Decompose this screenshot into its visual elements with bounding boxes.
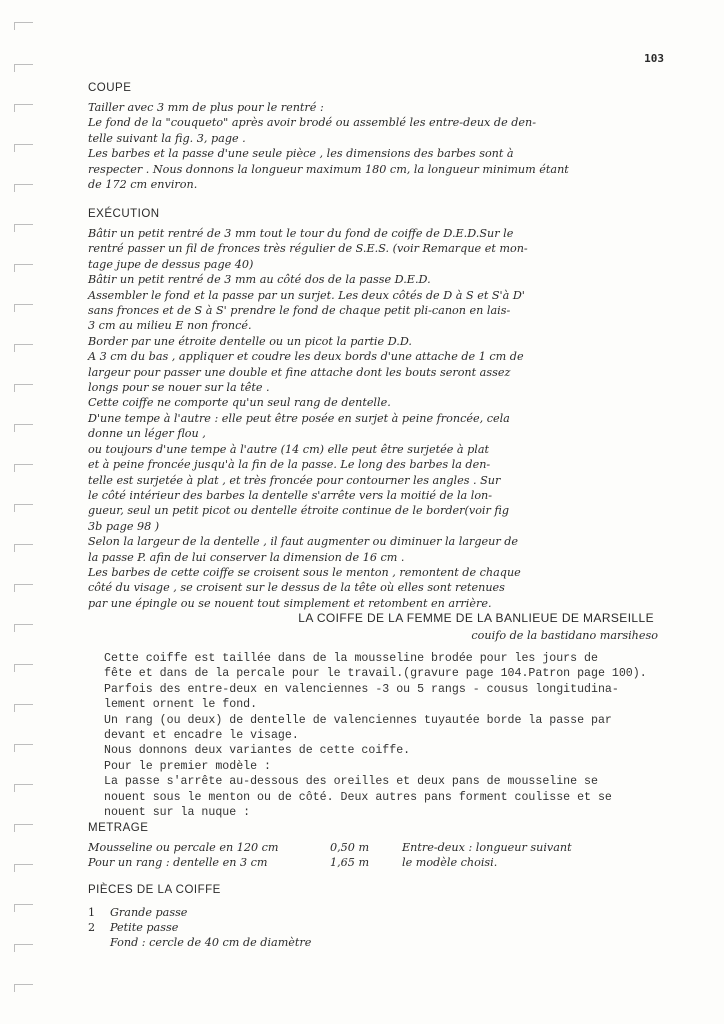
binder-hole-mark xyxy=(14,22,33,30)
piece-item xyxy=(88,935,311,950)
binder-hole-mark xyxy=(14,624,33,632)
binder-hole-mark xyxy=(14,544,33,552)
metrage-note: Entre-deux : longueur suivant xyxy=(402,841,572,854)
piece-number: 2 xyxy=(88,921,96,934)
binder-hole-mark xyxy=(14,104,33,112)
binder-hole-mark xyxy=(14,264,33,272)
execution-line: tage jupe de dessus page 40) xyxy=(88,257,254,271)
execution-line: côté du visage , se croisent sur le dessus de la tête où elles sont retenues xyxy=(88,581,505,595)
execution-line: et à peine froncée jusqu'à la fin de la passe. Le long des barbes la den- xyxy=(88,458,491,472)
typed-line: nouent sous le menton ou de côté. Deux autres pans forment coulisse et se xyxy=(104,790,612,804)
binder-hole-mark xyxy=(14,744,33,752)
execution-line: Bâtir un petit rentré de 3 mm au côté dos de la passe D.E.D. xyxy=(88,273,431,287)
execution-line: gueur, seul un petit picot ou dentelle étroite continue de le border(voir fig xyxy=(88,504,510,518)
piece-label: Grande passe xyxy=(110,906,188,919)
metrage-qty: 1,65 m xyxy=(330,856,370,869)
coupe-line: de 172 cm environ. xyxy=(88,178,198,192)
execution-line: D'une tempe à l'autre : elle peut être posée en surjet à peine froncée, cela xyxy=(88,411,510,425)
piece-label: Petite passe xyxy=(110,921,179,934)
execution-line: sans fronces et de S à S' prendre le fond de chaque petit pli-canon en lais- xyxy=(88,304,511,318)
typed-line: nouent sur la nuque : xyxy=(104,806,251,820)
execution-line: ou toujours d'une tempe à l'autre (14 cm) elle peut être surjetée à plat xyxy=(88,442,490,456)
execution-line: Cette coiffe ne comporte qu'un seul rang de dentelle. xyxy=(88,396,391,410)
typed-line: La passe s'arrête au-dessous des oreilles et deux pans de mousseline se xyxy=(104,775,598,789)
binder-hole-mark xyxy=(14,504,33,512)
execution-line: A 3 cm du bas , appliquer et coudre les deux bords d'une attache de 1 cm de xyxy=(88,350,524,364)
execution-line: Assembler le fond et la passe par un surjet. Les deux côtés de D à S et S'à D' xyxy=(88,288,525,302)
metrage-heading: METRAGE xyxy=(88,822,149,834)
metrage-note: le modèle choisi. xyxy=(402,856,498,869)
typed-line: Un rang (ou deux) de dentelle de valenciennes tuyautée borde la passe par xyxy=(104,713,612,727)
metrage-item: Mousseline ou percale en 120 cm xyxy=(88,841,279,854)
typed-line: Parfois des entre-deux en valenciennes -3 ou 5 rangs - cousus longitudina- xyxy=(104,682,619,696)
execution-line: rentré passer un fil de fronces très régulier de S.E.S. (voir Remarque et mon- xyxy=(88,242,528,256)
binder-hole-mark xyxy=(14,144,33,152)
typed-intro xyxy=(104,651,666,820)
coupe-line: Les barbes et la passe d'une seule pièce , les dimensions des barbes sont à xyxy=(88,147,514,161)
piece-number: 1 xyxy=(88,906,96,919)
coupe-line: telle suivant la fig. 3, page . xyxy=(88,131,246,145)
binder-hole-mark xyxy=(14,824,33,832)
section-subtitle: couifo de la bastidano marsiheso xyxy=(471,629,658,642)
execution-line: telle est surjetée à plat , et très froncée pour contourner les angles . Sur xyxy=(88,473,501,487)
execution-heading: EXÉCUTION xyxy=(88,208,160,220)
execution-line: donne un léger flou , xyxy=(88,427,206,441)
coupe-heading: COUPE xyxy=(88,82,132,94)
binder-hole-mark xyxy=(14,704,33,712)
execution-line: Bâtir un petit rentré de 3 mm tout le tour du fond de coiffe de D.E.D.Sur le xyxy=(88,227,514,240)
execution-line: Selon la largeur de la dentelle , il faut augmenter ou diminuer la largeur de xyxy=(88,535,519,549)
coupe-body xyxy=(88,100,666,192)
execution-line: par une épingle ou se nouent tout simplement et retombent en arrière. xyxy=(88,596,492,610)
execution-body xyxy=(88,226,666,611)
typed-line: Nous donnons deux variantes de cette coiffe. xyxy=(104,744,411,758)
coupe-line: respecter . Nous donnons la longueur maximum 180 cm, la longueur minimum étant xyxy=(88,162,569,176)
piece-label: Fond : cercle de 40 cm de diamètre xyxy=(110,936,312,949)
binder-hole-mark xyxy=(14,664,33,672)
section-title: LA COIFFE DE LA FEMME DE LA BANLIEUE DE MARSEILLE xyxy=(298,611,654,625)
piece-item xyxy=(88,920,311,935)
binder-hole-mark xyxy=(14,424,33,432)
execution-line: Les barbes de cette coiffe se croisent sous le menton , remontent de chaque xyxy=(88,565,521,579)
binder-hole-mark xyxy=(14,944,33,952)
binder-hole-mark xyxy=(14,784,33,792)
binder-hole-mark xyxy=(14,344,33,352)
binder-hole-mark xyxy=(14,184,33,192)
binder-hole-mark xyxy=(14,224,33,232)
typed-line: devant et encadre le visage. xyxy=(104,729,299,743)
page-number: 103 xyxy=(644,52,664,65)
binder-hole-mark xyxy=(14,64,33,72)
execution-line: longs pour se nouer sur la tête . xyxy=(88,381,270,395)
pieces-heading: PIÈCES DE LA COIFFE xyxy=(88,884,221,896)
piece-item xyxy=(88,905,311,920)
typed-line: Cette coiffe est taillée dans de la mousseline brodée pour les jours de xyxy=(104,652,598,665)
metrage-item: Pour un rang : dentelle en 3 cm xyxy=(88,856,268,869)
coupe-line: Le fond de la "couqueto" après avoir brodé ou assemblé les entre-deux de den- xyxy=(88,116,537,130)
execution-line: la passe P. afin de lui conserver la dimension de 16 cm . xyxy=(88,550,405,564)
typed-line: lement ornent le fond. xyxy=(104,698,258,712)
binder-hole-mark xyxy=(14,384,33,392)
binder-hole-mark xyxy=(14,904,33,912)
execution-line: le côté intérieur des barbes la dentelle s'arrête vers la moitié de la lon- xyxy=(88,488,493,502)
execution-line: 3 cm au milieu E non froncé. xyxy=(88,319,252,333)
binder-hole-mark xyxy=(14,584,33,592)
typed-line: fête et dans de la percale pour le travail.(gravure page 104.Patron page 100). xyxy=(104,667,647,681)
pieces-list xyxy=(88,905,311,950)
execution-line: 3b page 98 ) xyxy=(88,519,160,533)
typed-line: Pour le premier modèle : xyxy=(104,759,271,773)
coupe-line: Tailler avec 3 mm de plus pour le rentré : xyxy=(88,101,324,114)
execution-line: Border par une étroite dentelle ou un picot la partie D.D. xyxy=(88,334,412,348)
execution-line: largeur pour passer une double et fine attache dont les bouts seront assez xyxy=(88,365,511,379)
metrage-qty: 0,50 m xyxy=(330,841,370,854)
binder-hole-mark xyxy=(14,304,33,312)
binder-hole-mark xyxy=(14,984,33,992)
binder-hole-mark xyxy=(14,864,33,872)
binder-hole-mark xyxy=(14,464,33,472)
